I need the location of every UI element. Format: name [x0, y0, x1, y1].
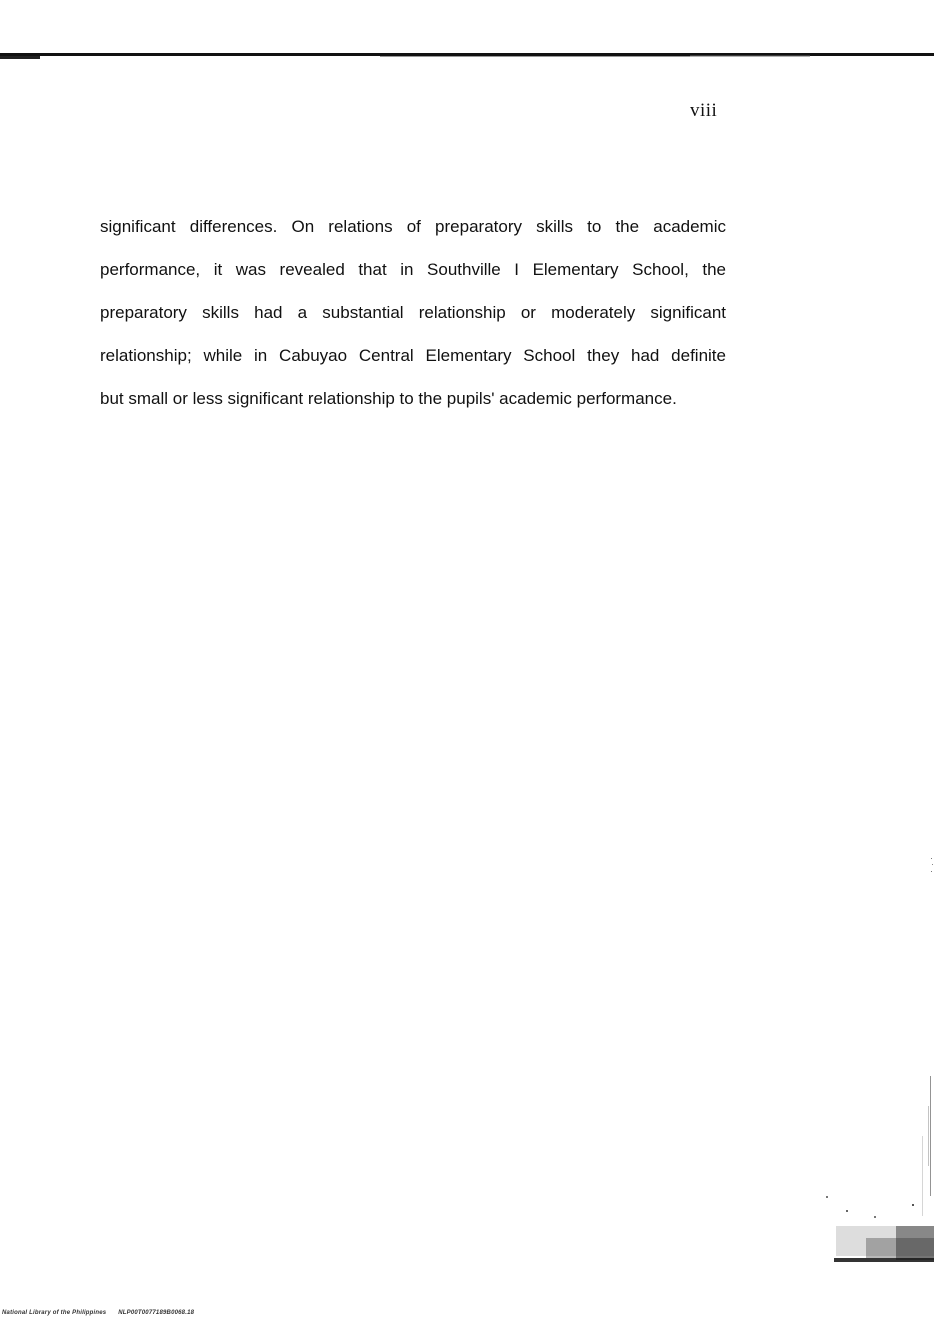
footer-library: National Library of the Philippines: [2, 1310, 107, 1316]
scan-top-edge: [0, 52, 934, 60]
scan-corner-artifact: [826, 1076, 934, 1266]
body-paragraph: [100, 208, 726, 423]
paragraph-line: significant differences. On relations of preparatory skills to the academic: [100, 217, 726, 236]
scan-speckle: [926, 856, 934, 878]
footer-record-id: NLP00T0077189B0068.18: [118, 1310, 195, 1316]
paragraph-line: performance, it was revealed that in Southville I Elementary School, the: [100, 260, 726, 279]
paragraph-line: but small or less significant relationship to the pupils' academic performance.: [100, 389, 677, 408]
page-number: viii: [690, 100, 718, 121]
footer-watermark: [2, 1310, 194, 1316]
paragraph-line: relationship; while in Cabuyao Central Elementary School they had definite: [100, 346, 726, 365]
paragraph-line: preparatory skills had a substantial relationship or moderately significant: [100, 303, 726, 322]
